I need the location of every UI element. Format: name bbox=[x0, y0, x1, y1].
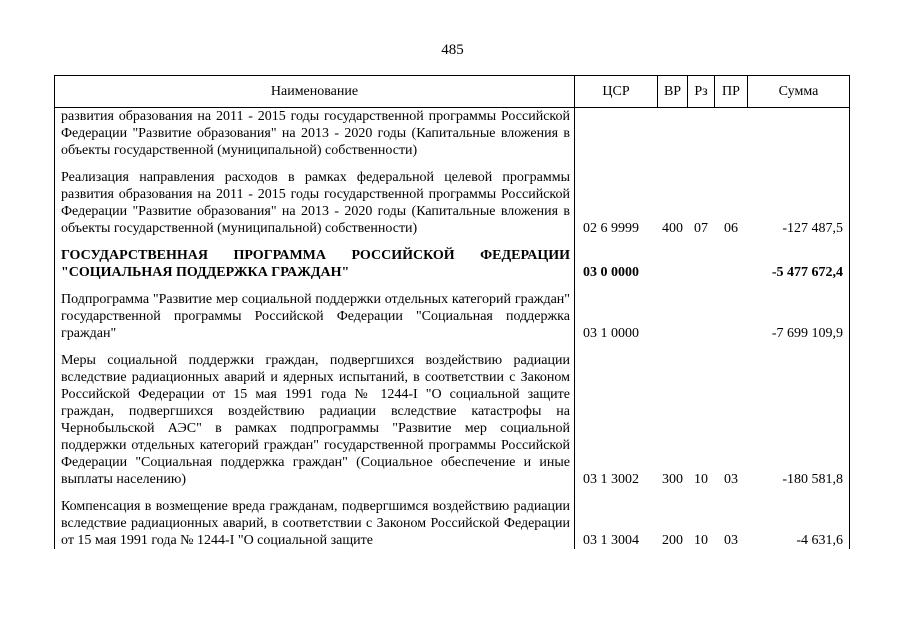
row-name: ГОСУДАРСТВЕННАЯ ПРОГРАММА РОССИЙСКОЙ ФЕДЕРАЦИИ "СОЦИАЛЬНАЯ ПОДДЕРЖКА ГРАЖДАН" bbox=[55, 247, 575, 281]
row-rz bbox=[688, 247, 715, 281]
row-pr: 06 bbox=[724, 221, 738, 236]
row-rz: 10 bbox=[694, 472, 708, 487]
row-rz: 07 bbox=[694, 221, 708, 236]
row-rz bbox=[688, 108, 715, 160]
row-name: Подпрограмма "Развитие мер социальной поддержки отдельных категорий граждан" государственной программы Российской Федерации "Социальная поддержка граждан" bbox=[55, 291, 575, 342]
row-sum: -4 631,6 bbox=[748, 498, 850, 549]
header-name: Наименование bbox=[55, 76, 575, 108]
row-csr: 03 1 3002 bbox=[575, 352, 658, 488]
row-csr: 03 1 0000 bbox=[575, 291, 658, 342]
row-pr bbox=[715, 247, 748, 281]
header-pr: ПР bbox=[715, 76, 748, 108]
row-csr: 03 0 0000 bbox=[575, 247, 658, 281]
row-csr: 03 1 3004 bbox=[575, 498, 658, 549]
header-rz: Рз bbox=[688, 76, 715, 108]
table-row bbox=[55, 169, 850, 237]
budget-table bbox=[54, 75, 850, 549]
row-vr: 400 bbox=[662, 221, 683, 236]
header-vr: ВР bbox=[658, 76, 688, 108]
row-name: Реализация направления расходов в рамках федеральной целевой программы развития образования на 2011 - 2015 годы государственной программы Российской Федерации "Развитие образования" на 2013 - 2020 годы (Капитальные вложения в объекты государственной (муниципальной) собственности) bbox=[55, 169, 575, 237]
row-sum: -127 487,5 bbox=[748, 169, 850, 237]
row-name: Компенсация в возмещение вреда гражданам, подвергшимся воздействию радиации вследствие радиационных аварий, в соответствии с Законом Российской Федерации от 15 мая 1991 года № 1244-I "О социальной защите bbox=[55, 498, 575, 549]
row-pr: 03 bbox=[724, 533, 738, 548]
row-sum bbox=[748, 108, 850, 160]
row-pr bbox=[715, 291, 748, 342]
page-number: 485 bbox=[441, 42, 464, 58]
row-pr: 03 bbox=[724, 472, 738, 487]
row-csr bbox=[575, 108, 658, 160]
row-sum: -180 581,8 bbox=[748, 352, 850, 488]
table-row bbox=[55, 352, 850, 488]
row-vr bbox=[658, 291, 688, 342]
header-csr: ЦСР bbox=[575, 76, 658, 108]
row-sum: -5 477 672,4 bbox=[748, 247, 850, 281]
row-vr: 300 bbox=[662, 472, 683, 487]
table-row bbox=[55, 498, 850, 549]
row-name: развития образования на 2011 - 2015 годы государственной программы Российской Федерации "Развитие образования" на 2013 - 2020 годы (Капитальные вложения в объекты государственной (муниципальной) собственности) bbox=[55, 108, 575, 160]
table-header-row bbox=[55, 76, 850, 108]
table-row bbox=[55, 108, 850, 160]
row-vr: 200 bbox=[662, 533, 683, 548]
row-rz: 10 bbox=[694, 533, 708, 548]
row-vr bbox=[658, 247, 688, 281]
table-row bbox=[55, 291, 850, 342]
row-pr bbox=[715, 108, 748, 160]
row-sum: -7 699 109,9 bbox=[748, 291, 850, 342]
row-rz bbox=[688, 291, 715, 342]
header-sum: Сумма bbox=[748, 76, 850, 108]
row-csr: 02 6 9999 bbox=[575, 169, 658, 237]
row-name: Меры социальной поддержки граждан, подвергшихся воздействию радиации вследствие радиационных аварий и ядерных испытаний, в соответствии с Законом Российской Федерации от 15 мая 1991 года № 1244-I "О социальной защите граждан, подвергшихся воздействию радиации вследствие катастрофы на Чернобыльской АЭС" в рамках подпрограммы "Развитие мер социальной поддержки отдельных категорий граждан" государственной программы Российской Федерации "Социальная поддержка граждан" (Социальное обеспечение и иные выплаты населению) bbox=[55, 352, 575, 488]
row-vr bbox=[658, 108, 688, 160]
table-row bbox=[55, 247, 850, 281]
